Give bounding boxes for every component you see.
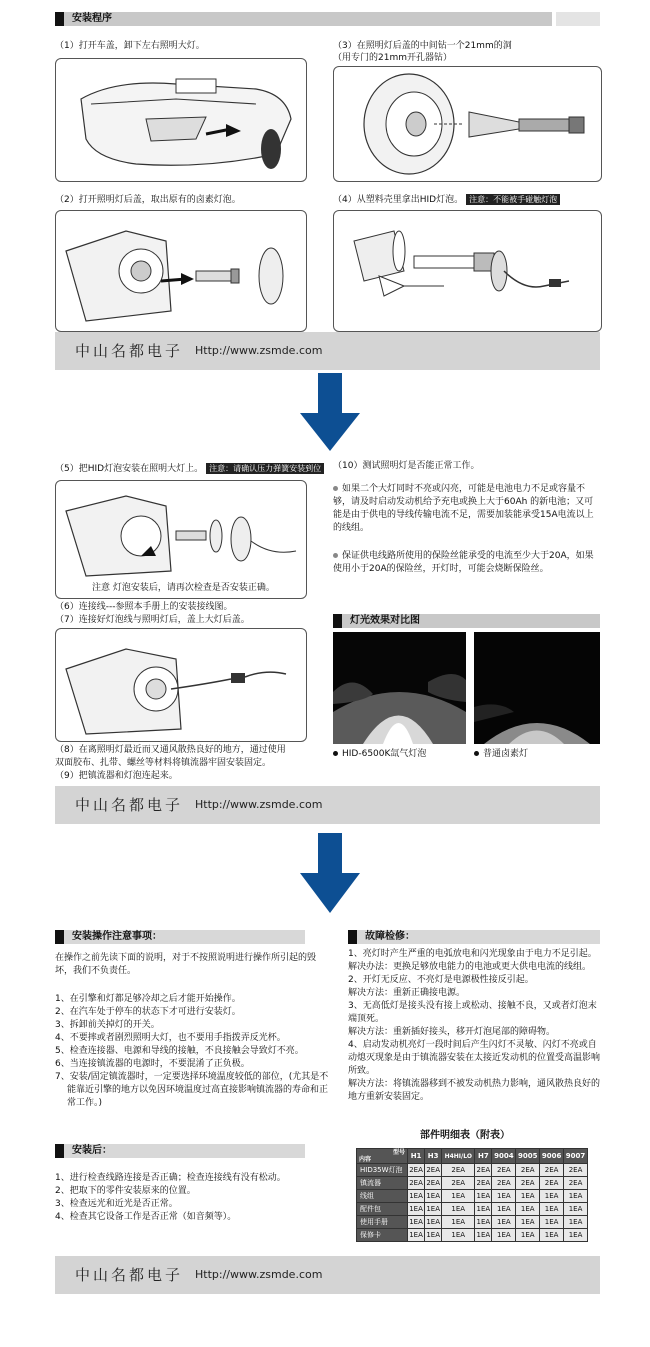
cell: 1EA <box>425 1216 442 1229</box>
step-4-note: 注意：不能被手碰触灯泡 <box>466 194 560 205</box>
table-row <box>357 1164 588 1177</box>
corner-top: 型号 <box>392 1149 405 1156</box>
trouble-line: 解决方法：将镇流器移到不被发动机热力影响，通风散热良好的地方重新安装固定。 <box>348 1079 601 1102</box>
list-item: 5、检查连接器、电源和导线的接触，不良接触会导致灯不亮。 <box>55 1046 304 1056</box>
col-header: 9005 <box>516 1149 540 1164</box>
step-7-illustration <box>55 628 307 742</box>
cell: 1EA <box>475 1229 492 1242</box>
cell: 2EA <box>492 1164 516 1177</box>
step-5-text <box>55 463 324 475</box>
parts-table <box>356 1148 588 1242</box>
trouble-line: 2、开灯无反应、不亮灯是电源极性接反引起。 <box>348 975 534 985</box>
list-item: 3、检查远光和近光是否正常。 <box>55 1199 178 1209</box>
cell: 1EA <box>492 1190 516 1203</box>
col-header: 9006 <box>540 1149 564 1164</box>
list-item: 6、当连接镇流器的电源时，不要混淆了正负极。 <box>55 1059 250 1069</box>
cell: 1EA <box>492 1216 516 1229</box>
bullet-1-text: 如果二个大灯同时不亮或闪亮，可能是电池电力不足或容量不够，请及时启动发动机给予充电或换上大于60Ah 的新电池；又可能是由于供电的导线传输电流不足，需要加装能承受15A电流以上的线组。 <box>333 484 594 533</box>
step-8-subtext: 双面胶布、扎带、螺丝等材料将镇流器牢固安装固定。 <box>55 758 272 768</box>
col-header: 9004 <box>492 1149 516 1164</box>
step-5-caption: 注意 灯泡安装后，请再次检查是否安装正确。 <box>92 583 275 593</box>
cell: 1EA <box>540 1216 564 1229</box>
hid-road-image <box>333 632 466 744</box>
bullet-dot <box>333 486 338 491</box>
cell: 1EA <box>564 1190 588 1203</box>
trouble-list <box>348 948 600 1104</box>
trouble-title: 故障检修： <box>365 931 415 942</box>
trouble-line: 解决方法：重新插好接头，移开灯泡尾部的障碍物。 <box>348 1027 556 1037</box>
precautions-title: 安装操作注意事项： <box>72 931 162 942</box>
compare-title: 灯光效果对比图 <box>350 615 420 626</box>
list-item: 1、进行检查线路连接是否正确；检查连接线有没有松动。 <box>55 1173 286 1183</box>
company-banner <box>55 332 600 370</box>
bullet-1 <box>333 483 599 535</box>
trouble-line: 解决方法：重新正确接电源。 <box>348 988 466 998</box>
precautions-intro: 在操作之前先读下面的说明，对于不按照说明进行操作所引起的毁坏，我们不负责任。 <box>55 953 317 976</box>
cell: 1EA <box>442 1229 475 1242</box>
table-header-row <box>357 1149 588 1164</box>
table-row <box>357 1216 588 1229</box>
bullet-dot <box>474 751 479 756</box>
row-header: HID35W灯泡 <box>357 1164 408 1177</box>
section-marker <box>348 930 357 944</box>
corner-cell <box>357 1149 408 1164</box>
list-item: 4、检查其它设备工作是否正常（如音频等）。 <box>55 1212 237 1222</box>
bullet-dot <box>333 751 338 756</box>
cell: 2EA <box>564 1177 588 1190</box>
trouble-line: 4、启动发动机亮灯一段时间后产生闪灯不灵敏、闪灯不亮或自动熄灭现象是由于镇流器安装在太接近发动机的位置受高温影响所致。 <box>348 1040 601 1076</box>
step-3-text: （3）在照明灯后盖的中间钻一个21mm的洞 <box>333 41 512 51</box>
company-url[interactable]: Http://www.zsmde.com <box>195 344 323 357</box>
hid-caption-text: HID-6500K氙气灯泡 <box>342 749 427 759</box>
cell: 1EA <box>516 1203 540 1216</box>
cell: 1EA <box>516 1229 540 1242</box>
halogen-photo <box>474 632 600 744</box>
row-header: 使用手册 <box>357 1216 408 1229</box>
cell: 1EA <box>492 1229 516 1242</box>
section-marker <box>333 614 342 628</box>
company-banner <box>55 1256 600 1294</box>
cell: 1EA <box>540 1229 564 1242</box>
col-header: H7 <box>475 1149 492 1164</box>
cell: 1EA <box>516 1216 540 1229</box>
col-header: 9007 <box>564 1149 588 1164</box>
trouble-line: 解决办法：更换足够放电能力的电池或更大供电电流的线组。 <box>348 962 592 972</box>
section-header-end <box>556 12 600 26</box>
row-header: 镇流器 <box>357 1177 408 1190</box>
hid-photo <box>333 632 466 744</box>
col-header: H1 <box>408 1149 425 1164</box>
section-marker <box>55 1144 64 1158</box>
cell: 2EA <box>516 1177 540 1190</box>
company-name: 中山名都电子 <box>75 796 184 814</box>
install-bulb-drawing <box>56 481 306 581</box>
hid-bulb-drawing <box>334 211 601 331</box>
step-4-label: （4）从塑料壳里拿出HID灯泡。 <box>333 195 464 205</box>
cell: 1EA <box>492 1203 516 1216</box>
cell: 2EA <box>442 1164 475 1177</box>
halogen-caption-text: 普通卤素灯 <box>483 749 529 759</box>
company-name: 中山名都电子 <box>75 342 184 360</box>
down-arrow-icon <box>300 833 360 915</box>
cell: 1EA <box>425 1229 442 1242</box>
row-header: 线组 <box>357 1190 408 1203</box>
step-3-subtext: （用专门的21mm开孔器钻） <box>333 53 452 63</box>
cell: 1EA <box>564 1203 588 1216</box>
cell: 1EA <box>475 1190 492 1203</box>
cell: 1EA <box>408 1190 425 1203</box>
company-url[interactable]: Http://www.zsmde.com <box>195 1268 323 1281</box>
step-1-text: （1）打开车盖，卸下左右照明大灯。 <box>55 41 205 51</box>
compare-header <box>333 614 600 628</box>
step-2-illustration <box>55 210 307 332</box>
step-5-illustration <box>55 480 307 599</box>
cell: 1EA <box>564 1229 588 1242</box>
after-list <box>55 1172 330 1224</box>
cell: 2EA <box>475 1164 492 1177</box>
drill-drawing <box>334 67 601 181</box>
step-2-text: （2）打开照明灯后盖，取出原有的卤素灯泡。 <box>55 195 241 205</box>
cell: 1EA <box>425 1203 442 1216</box>
cell: 2EA <box>408 1164 425 1177</box>
cell: 2EA <box>516 1164 540 1177</box>
company-name: 中山名都电子 <box>75 1266 184 1284</box>
step-9-text: （9）把镇流器和灯泡连起来。 <box>55 771 178 781</box>
step-6-text: （6）连接线---参照本手册上的安装接线图。 <box>55 602 233 612</box>
down-arrow-icon <box>300 373 360 453</box>
after-header <box>55 1144 305 1158</box>
halogen-road-image <box>474 632 600 744</box>
step-4-illustration <box>333 210 602 332</box>
section-header-install <box>55 12 552 26</box>
bullet-2-text: 保证供电线路所使用的保险丝能承受的电流至少大于20A，如果使用小于20A的保险丝，开灯时，可能会烧断保险丝。 <box>333 551 594 574</box>
cell: 2EA <box>425 1164 442 1177</box>
cell: 1EA <box>442 1203 475 1216</box>
step-8-text: （8）在离照明灯最近而又通风散热良好的地方，通过使用 <box>55 745 286 755</box>
step-3-illustration <box>333 66 602 182</box>
car-front-drawing <box>56 59 306 181</box>
table-row <box>357 1229 588 1242</box>
halogen-caption <box>474 748 528 760</box>
cell: 2EA <box>540 1164 564 1177</box>
step-7-text: （7）连接好灯泡线与照明灯后，盖上大灯后盖。 <box>55 615 250 625</box>
cell: 1EA <box>408 1229 425 1242</box>
headlamp-bulb-drawing <box>56 211 306 331</box>
row-header: 保修卡 <box>357 1229 408 1242</box>
list-item: 2、把取下的零件安装原来的位置。 <box>55 1186 196 1196</box>
precautions-header <box>55 930 305 944</box>
cell: 2EA <box>475 1177 492 1190</box>
cell: 2EA <box>492 1177 516 1190</box>
bullet-2 <box>333 550 599 576</box>
col-header: H3 <box>425 1149 442 1164</box>
list-item: 1、在引擎和灯都足够冷却之后才能开始操作。 <box>55 994 241 1004</box>
cell: 1EA <box>564 1216 588 1229</box>
hid-caption <box>333 748 426 760</box>
cell: 1EA <box>516 1190 540 1203</box>
company-banner <box>55 786 600 824</box>
trouble-line: 3、无高低灯是接头没有接上或松动、接触不良，又或者灯泡末端顶死。 <box>348 1001 597 1024</box>
trouble-header <box>348 930 600 944</box>
after-title: 安装后： <box>72 1145 112 1156</box>
list-item: 3、拆卸前关掉灯的开关。 <box>55 1020 160 1030</box>
list-item: 7、安装/固定镇流器时，一定要选择环境温度较低的部位，(尤其是不能靠近引擎的地方以免因环境温度过高直接影响镇流器的寿命和正常工作。) <box>55 1072 329 1108</box>
precautions-list <box>55 993 330 1110</box>
section-marker <box>55 12 64 26</box>
cell: 1EA <box>540 1190 564 1203</box>
cell: 1EA <box>475 1203 492 1216</box>
cell: 1EA <box>408 1203 425 1216</box>
cell: 1EA <box>442 1216 475 1229</box>
step-5-note: 注意：请确认压力弹簧安装到位 <box>206 463 324 474</box>
bullet-dot <box>333 553 338 558</box>
trouble-line: 1、亮灯时产生严重的电弧放电和闪光现象由于电力不足引起。 <box>348 949 597 959</box>
cell: 2EA <box>425 1177 442 1190</box>
step-4-text <box>333 194 560 206</box>
row-header: 配件包 <box>357 1203 408 1216</box>
step-10-text: （10）测试照明灯是否能正常工作。 <box>333 461 480 471</box>
list-item: 4、不要摔或者剧烈照明大灯，也不要用手指拨弄反光杯。 <box>55 1033 286 1043</box>
corner-bottom: 内容 <box>359 1156 372 1163</box>
list-item: 2、在汽车处于停车的状态下才可进行安装灯。 <box>55 1007 241 1017</box>
section-title: 安装程序 <box>72 13 112 24</box>
table-row <box>357 1190 588 1203</box>
cell: 1EA <box>408 1216 425 1229</box>
cell: 1EA <box>540 1203 564 1216</box>
cell: 1EA <box>475 1216 492 1229</box>
section-marker <box>55 930 64 944</box>
cell: 1EA <box>442 1190 475 1203</box>
step-5-label: （5）把HID灯泡安装在照明大灯上。 <box>55 464 204 474</box>
company-url[interactable]: Http://www.zsmde.com <box>195 798 323 811</box>
cell: 2EA <box>564 1164 588 1177</box>
cell: 2EA <box>408 1177 425 1190</box>
cell: 2EA <box>442 1177 475 1190</box>
cell: 1EA <box>425 1190 442 1203</box>
table-row <box>357 1177 588 1190</box>
wiring-drawing <box>56 629 306 741</box>
table-row <box>357 1203 588 1216</box>
cell: 2EA <box>540 1177 564 1190</box>
col-header: H4HI/LO <box>442 1149 475 1164</box>
parts-table-title: 部件明细表（附表） <box>420 1130 510 1141</box>
step-1-illustration <box>55 58 307 182</box>
